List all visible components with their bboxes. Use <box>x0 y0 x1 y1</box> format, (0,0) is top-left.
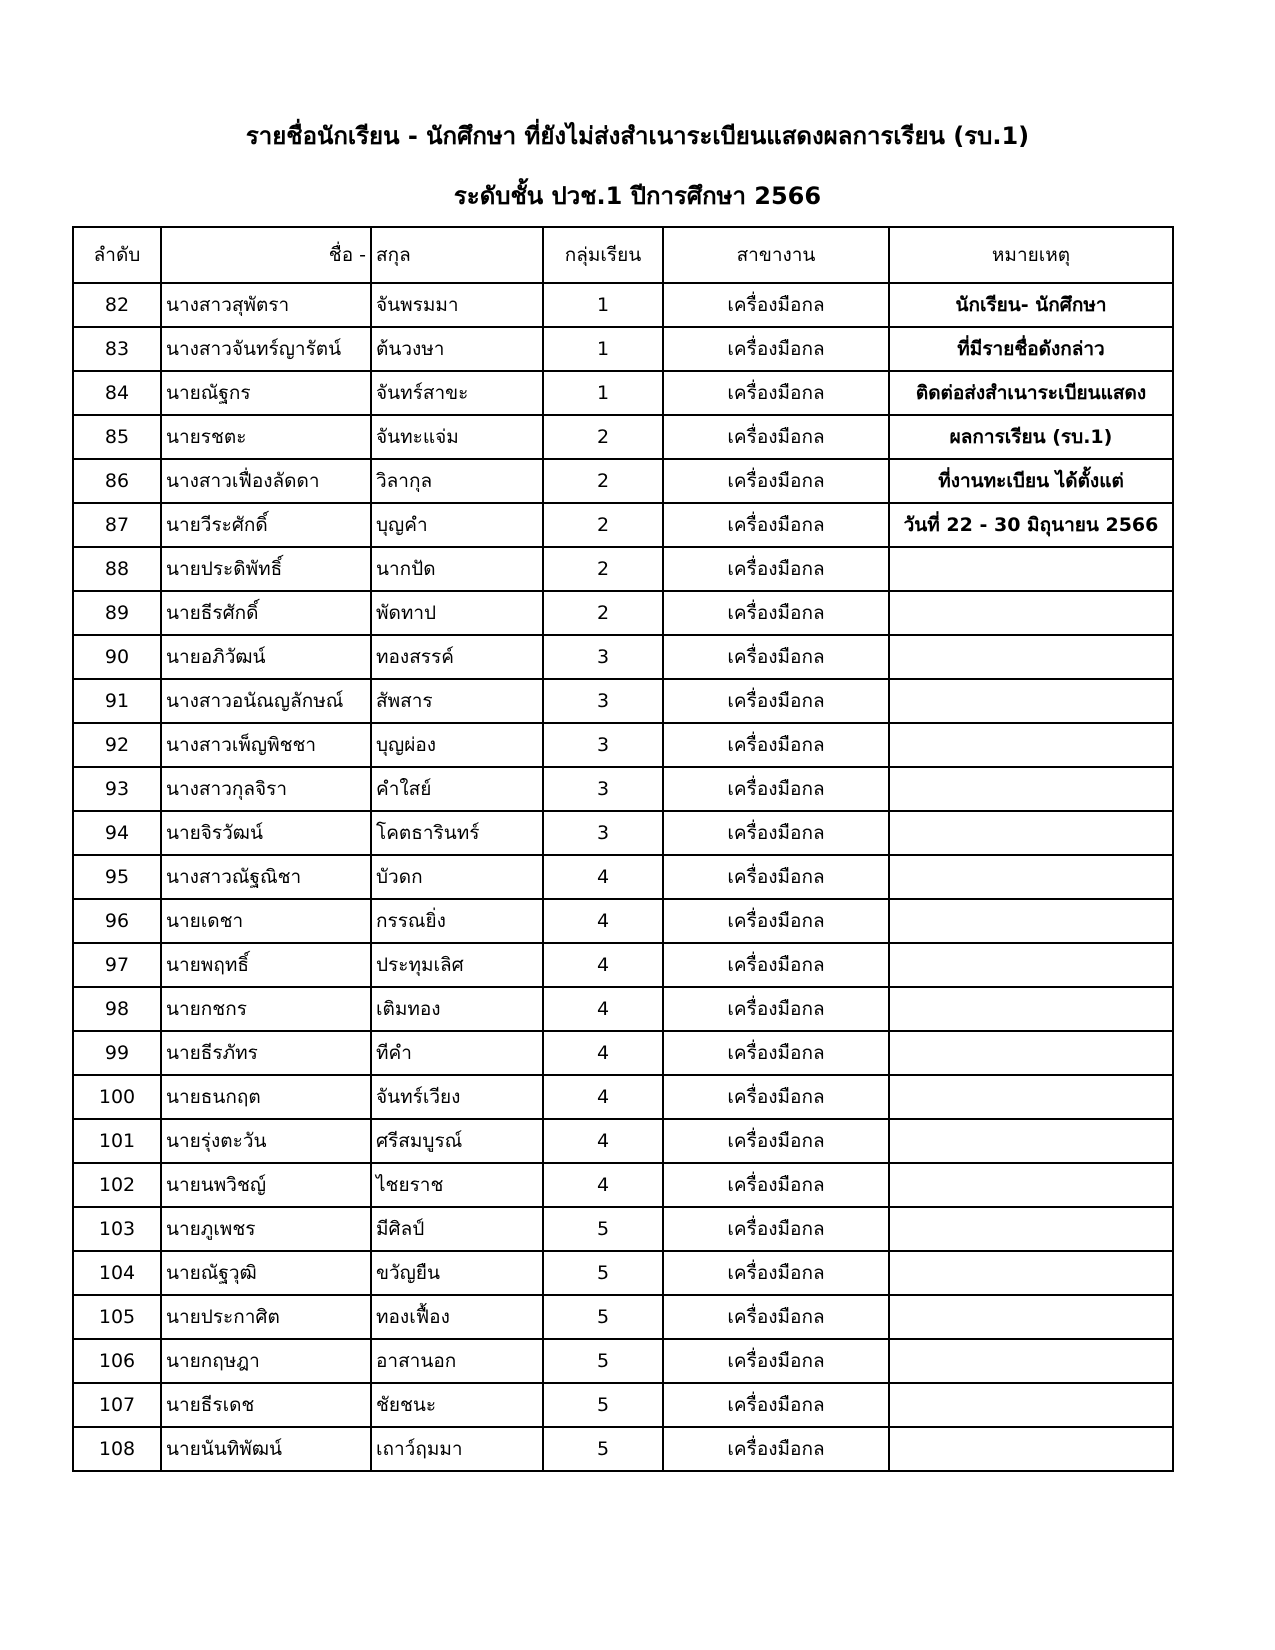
cell-group: 2 <box>543 415 663 459</box>
cell-group: 4 <box>543 899 663 943</box>
cell-surname: จันทร์เวียง <box>371 1075 543 1119</box>
cell-name: นางสาวอนัณญลักษณ์ <box>161 679 371 723</box>
cell-group: 3 <box>543 811 663 855</box>
table-row <box>73 987 1173 1031</box>
table-row <box>73 1119 1173 1163</box>
header-surname: สกุล <box>371 227 543 283</box>
cell-department: เครื่องมือกล <box>663 503 889 547</box>
cell-department: เครื่องมือกล <box>663 899 889 943</box>
cell-surname: ทีคำ <box>371 1031 543 1075</box>
cell-department: เครื่องมือกล <box>663 415 889 459</box>
cell-name: นายรุ่งตะวัน <box>161 1119 371 1163</box>
cell-department: เครื่องมือกล <box>663 591 889 635</box>
table-row <box>73 899 1173 943</box>
cell-department: เครื่องมือกล <box>663 767 889 811</box>
header-department: สาขางาน <box>663 227 889 283</box>
table-row <box>73 1163 1173 1207</box>
cell-surname: บัวดก <box>371 855 543 899</box>
cell-name: นางสาวเพ็ญพิชชา <box>161 723 371 767</box>
cell-group: 1 <box>543 327 663 371</box>
cell-no: 92 <box>73 723 161 767</box>
cell-department: เครื่องมือกล <box>663 1295 889 1339</box>
cell-name: นายอภิวัฒน์ <box>161 635 371 679</box>
cell-no: 102 <box>73 1163 161 1207</box>
header-name: ชื่อ - <box>161 227 371 283</box>
cell-group: 4 <box>543 1031 663 1075</box>
cell-no: 85 <box>73 415 161 459</box>
cell-surname: นากปัด <box>371 547 543 591</box>
cell-note <box>889 899 1173 943</box>
cell-surname: พัดทาป <box>371 591 543 635</box>
cell-surname: บุญผ่อง <box>371 723 543 767</box>
cell-department: เครื่องมือกล <box>663 459 889 503</box>
cell-department: เครื่องมือกล <box>663 1207 889 1251</box>
cell-surname: จันพรมมา <box>371 283 543 327</box>
cell-note <box>889 987 1173 1031</box>
cell-name: นายกฤษฎา <box>161 1339 371 1383</box>
cell-name: นายประดิพัทธิ์ <box>161 547 371 591</box>
cell-surname: จันทะแจ่ม <box>371 415 543 459</box>
table-row <box>73 723 1173 767</box>
cell-department: เครื่องมือกล <box>663 327 889 371</box>
cell-department: เครื่องมือกล <box>663 1383 889 1427</box>
cell-no: 84 <box>73 371 161 415</box>
cell-group: 2 <box>543 503 663 547</box>
cell-name: นายธนกฤต <box>161 1075 371 1119</box>
cell-note <box>889 1427 1173 1471</box>
cell-department: เครื่องมือกล <box>663 1163 889 1207</box>
cell-note <box>889 1163 1173 1207</box>
table-row <box>73 1251 1173 1295</box>
table-row <box>73 811 1173 855</box>
cell-surname: คำใสย์ <box>371 767 543 811</box>
cell-department: เครื่องมือกล <box>663 547 889 591</box>
table-row <box>73 767 1173 811</box>
cell-no: 105 <box>73 1295 161 1339</box>
header-group: กลุ่มเรียน <box>543 227 663 283</box>
cell-note <box>889 1339 1173 1383</box>
cell-note: ที่งานทะเบียน ได้ตั้งแต่ <box>889 459 1173 503</box>
table-row <box>73 1075 1173 1119</box>
table-body <box>73 283 1173 1471</box>
cell-note <box>889 767 1173 811</box>
cell-name: นายนพวิชญ์ <box>161 1163 371 1207</box>
cell-department: เครื่องมือกล <box>663 1119 889 1163</box>
cell-name: นายนันทิพัฒน์ <box>161 1427 371 1471</box>
cell-no: 88 <box>73 547 161 591</box>
cell-note <box>889 591 1173 635</box>
table-row <box>73 459 1173 503</box>
cell-no: 91 <box>73 679 161 723</box>
cell-note <box>889 547 1173 591</box>
table-row <box>73 1427 1173 1471</box>
cell-surname: เถาว์ฤมมา <box>371 1427 543 1471</box>
header-note: หมายเหตุ <box>889 227 1173 283</box>
cell-surname: อาสานอก <box>371 1339 543 1383</box>
cell-department: เครื่องมือกล <box>663 943 889 987</box>
cell-note <box>889 855 1173 899</box>
cell-department: เครื่องมือกล <box>663 1339 889 1383</box>
cell-name: นายเดชา <box>161 899 371 943</box>
cell-note: นักเรียน- นักศึกษา <box>889 283 1173 327</box>
table-header-row <box>73 227 1173 283</box>
cell-department: เครื่องมือกล <box>663 723 889 767</box>
table-row <box>73 503 1173 547</box>
table-row <box>73 547 1173 591</box>
cell-department: เครื่องมือกล <box>663 1075 889 1119</box>
table-row <box>73 1207 1173 1251</box>
cell-surname: ประทุมเลิศ <box>371 943 543 987</box>
cell-department: เครื่องมือกล <box>663 1031 889 1075</box>
cell-no: 82 <box>73 283 161 327</box>
cell-no: 103 <box>73 1207 161 1251</box>
cell-surname: ทองสรรค์ <box>371 635 543 679</box>
cell-group: 5 <box>543 1339 663 1383</box>
cell-surname: บุญคำ <box>371 503 543 547</box>
cell-surname: จันทร์สาขะ <box>371 371 543 415</box>
cell-group: 5 <box>543 1251 663 1295</box>
cell-name: นายประกาศิต <box>161 1295 371 1339</box>
table-row <box>73 415 1173 459</box>
cell-name: นายภูเพชร <box>161 1207 371 1251</box>
cell-note <box>889 1075 1173 1119</box>
cell-group: 5 <box>543 1427 663 1471</box>
table-row <box>73 371 1173 415</box>
cell-group: 1 <box>543 371 663 415</box>
cell-group: 4 <box>543 1075 663 1119</box>
cell-group: 4 <box>543 943 663 987</box>
cell-surname: ทองเฟื้อง <box>371 1295 543 1339</box>
cell-name: นายวีระศักดิ์ <box>161 503 371 547</box>
cell-note: ติดต่อส่งสำเนาระเบียนแสดง <box>889 371 1173 415</box>
cell-no: 99 <box>73 1031 161 1075</box>
cell-group: 4 <box>543 1163 663 1207</box>
cell-no: 89 <box>73 591 161 635</box>
cell-name: นางสาวเฟื่องลัดดา <box>161 459 371 503</box>
cell-group: 4 <box>543 1119 663 1163</box>
cell-group: 5 <box>543 1383 663 1427</box>
cell-note: ผลการเรียน (รบ.1) <box>889 415 1173 459</box>
cell-note <box>889 635 1173 679</box>
cell-name: นายณัฐกร <box>161 371 371 415</box>
cell-name: นางสาวกุลจิรา <box>161 767 371 811</box>
cell-group: 2 <box>543 591 663 635</box>
cell-name: นางสาวสุพัตรา <box>161 283 371 327</box>
cell-no: 101 <box>73 1119 161 1163</box>
cell-name: นายรชตะ <box>161 415 371 459</box>
cell-no: 83 <box>73 327 161 371</box>
cell-department: เครื่องมือกล <box>663 679 889 723</box>
cell-no: 100 <box>73 1075 161 1119</box>
cell-note <box>889 723 1173 767</box>
cell-surname: ชัยชนะ <box>371 1383 543 1427</box>
cell-surname: มีศิลป์ <box>371 1207 543 1251</box>
cell-name: นายจิรวัฒน์ <box>161 811 371 855</box>
cell-no: 87 <box>73 503 161 547</box>
document-title: รายชื่อนักเรียน - นักศึกษา ที่ยังไม่ส่งสำเนาระเบียนแสดงผลการเรียน (รบ.1) <box>245 122 1030 150</box>
cell-surname: เติมทอง <box>371 987 543 1031</box>
cell-no: 104 <box>73 1251 161 1295</box>
cell-group: 3 <box>543 679 663 723</box>
cell-department: เครื่องมือกล <box>663 1427 889 1471</box>
cell-name: นายพฤทธิ์ <box>161 943 371 987</box>
cell-surname: สัพสาร <box>371 679 543 723</box>
cell-department: เครื่องมือกล <box>663 987 889 1031</box>
cell-note <box>889 943 1173 987</box>
cell-name: นายณัฐวุฒิ <box>161 1251 371 1295</box>
cell-note <box>889 1119 1173 1163</box>
cell-group: 1 <box>543 283 663 327</box>
document-subtitle: ระดับชั้น ปวช.1 ปีการศึกษา 2566 <box>453 182 822 210</box>
cell-surname: โคตธารินทร์ <box>371 811 543 855</box>
cell-note <box>889 679 1173 723</box>
cell-name: นายกชกร <box>161 987 371 1031</box>
cell-group: 3 <box>543 635 663 679</box>
table-row <box>73 283 1173 327</box>
cell-no: 95 <box>73 855 161 899</box>
cell-note <box>889 811 1173 855</box>
cell-no: 98 <box>73 987 161 1031</box>
table-row <box>73 635 1173 679</box>
cell-surname: ศรีสมบูรณ์ <box>371 1119 543 1163</box>
cell-note: วันที่ 22 - 30 มิถุนายน 2566 <box>889 503 1173 547</box>
cell-department: เครื่องมือกล <box>663 855 889 899</box>
cell-no: 94 <box>73 811 161 855</box>
cell-group: 2 <box>543 547 663 591</box>
table-row <box>73 591 1173 635</box>
cell-name: นายธีรภัทร <box>161 1031 371 1075</box>
cell-department: เครื่องมือกล <box>663 371 889 415</box>
cell-surname: ขวัญยืน <box>371 1251 543 1295</box>
cell-department: เครื่องมือกล <box>663 635 889 679</box>
cell-no: 90 <box>73 635 161 679</box>
cell-no: 108 <box>73 1427 161 1471</box>
table-row <box>73 1031 1173 1075</box>
cell-note <box>889 1383 1173 1427</box>
cell-surname: ต้นวงษา <box>371 327 543 371</box>
cell-name: นายธีรศักดิ์ <box>161 591 371 635</box>
table-row <box>73 327 1173 371</box>
table-row <box>73 1383 1173 1427</box>
cell-group: 3 <box>543 767 663 811</box>
cell-group: 4 <box>543 855 663 899</box>
student-table <box>72 226 1174 1472</box>
cell-name: นางสาวจันทร์ญารัตน์ <box>161 327 371 371</box>
cell-department: เครื่องมือกล <box>663 283 889 327</box>
cell-note <box>889 1251 1173 1295</box>
cell-note <box>889 1207 1173 1251</box>
cell-no: 97 <box>73 943 161 987</box>
cell-no: 96 <box>73 899 161 943</box>
table-row <box>73 1295 1173 1339</box>
cell-surname: กรรณยิ่ง <box>371 899 543 943</box>
cell-note: ที่มีรายชื่อดังกล่าว <box>889 327 1173 371</box>
cell-note <box>889 1295 1173 1339</box>
cell-group: 3 <box>543 723 663 767</box>
cell-group: 5 <box>543 1295 663 1339</box>
cell-no: 86 <box>73 459 161 503</box>
cell-no: 106 <box>73 1339 161 1383</box>
cell-department: เครื่องมือกล <box>663 811 889 855</box>
cell-name: นายธีรเดช <box>161 1383 371 1427</box>
cell-surname: ไชยราช <box>371 1163 543 1207</box>
cell-no: 93 <box>73 767 161 811</box>
cell-surname: วิลากุล <box>371 459 543 503</box>
table-row <box>73 679 1173 723</box>
table-row <box>73 1339 1173 1383</box>
cell-group: 4 <box>543 987 663 1031</box>
cell-no: 107 <box>73 1383 161 1427</box>
cell-note <box>889 1031 1173 1075</box>
table-row <box>73 943 1173 987</box>
cell-department: เครื่องมือกล <box>663 1251 889 1295</box>
header-no: ลำดับ <box>73 227 161 283</box>
table-row <box>73 855 1173 899</box>
cell-group: 5 <box>543 1207 663 1251</box>
cell-group: 2 <box>543 459 663 503</box>
cell-name: นางสาวณัฐณิชา <box>161 855 371 899</box>
